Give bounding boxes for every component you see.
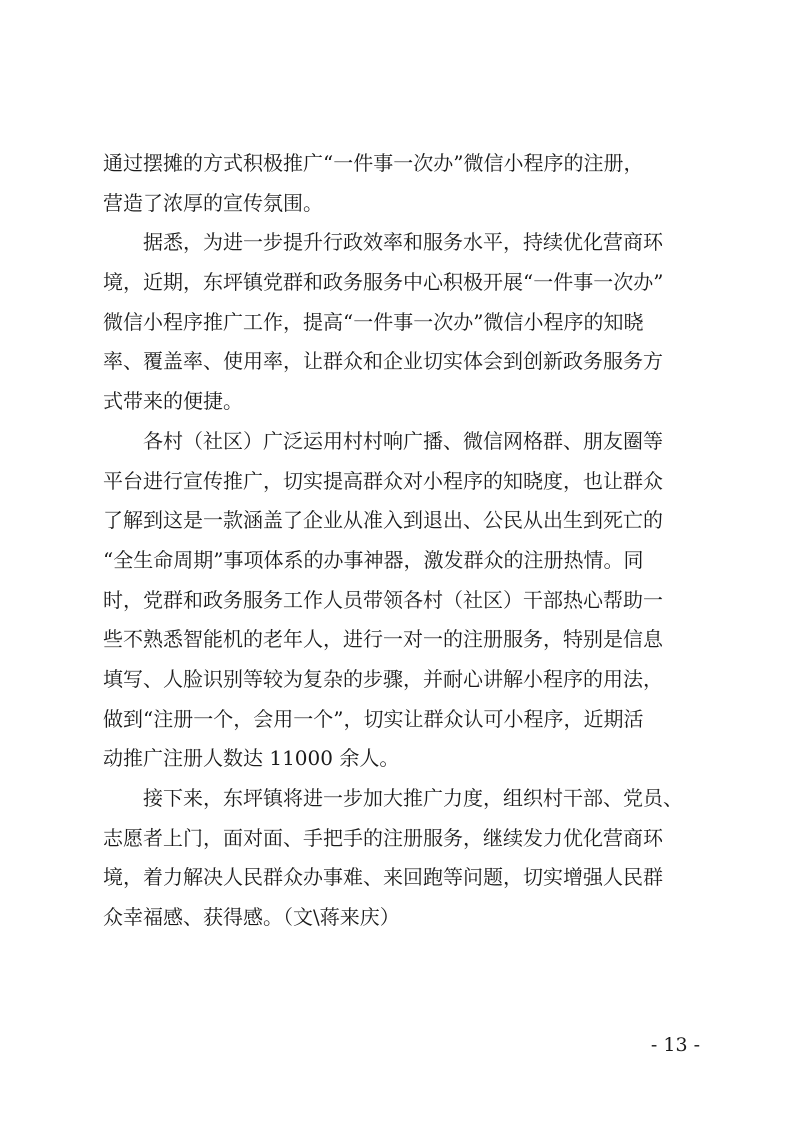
- text-line: 平台进行宣传推广，切实提高群众对小程序的知晓度，也让群众: [103, 468, 663, 493]
- text-line: 各村（社区）广泛运用村村响广播、微信网格群、朋友圈等: [103, 428, 663, 453]
- text-line: 做到“注册一个，会用一个”，切实让群众认可小程序，近期活: [103, 706, 644, 731]
- text-line: 境，近期，东坪镇党群和政务服务中心积极开展“一件事一次办”: [103, 270, 664, 295]
- text-line: 境，着力解决人民群众办事难、来回跑等问题，切实增强人民群: [103, 865, 663, 890]
- page-number: - 13 -: [650, 1034, 700, 1056]
- paragraph: [103, 422, 698, 779]
- paragraph: [103, 223, 698, 421]
- text-line: 些不熟悉智能机的老年人，进行一对一的注册服务，特别是信息: [103, 627, 663, 652]
- text-line: 营造了浓厚的宣传氛围。: [103, 190, 323, 215]
- text-line: 式带来的便捷。: [103, 389, 243, 414]
- text-line: 通过摆摊的方式积极推广“一件事一次办”微信小程序的注册，: [103, 151, 644, 175]
- text-line: 志愿者上门，面对面、手把手的注册服务，继续发力优化营商环: [103, 825, 663, 850]
- text-line: 众幸福感、获得感。（文\蒋来庆）: [103, 905, 400, 930]
- text-line: 接下来，东坪镇将进一步加大推广力度，组织村干部、党员、: [103, 786, 683, 810]
- text-line: 时，党群和政务服务工作人员带领各村（社区）干部热心帮助一: [103, 587, 663, 612]
- text-line: 微信小程序推广工作，提高“一件事一次办”微信小程序的知晓: [103, 309, 644, 334]
- text-line: 率、覆盖率、使用率，让群众和企业切实体会到创新政务服务方: [103, 349, 663, 374]
- paragraph: [103, 779, 698, 938]
- text-line: “全生命周期”事项体系的办事神器，激发群众的注册热情。同: [103, 547, 644, 572]
- text-line: 了解到这是一款涵盖了企业从准入到退出、公民从出生到死亡的: [103, 508, 663, 533]
- text-line: 动推广注册人数达 11000 余人。: [103, 746, 400, 771]
- text-line: 据悉，为进一步提升行政效率和服务水平，持续优化营商环: [103, 230, 663, 255]
- paragraph: [103, 144, 698, 223]
- text-line: 填写、人脸识别等较为复杂的步骤，并耐心讲解小程序的用法，: [103, 666, 663, 691]
- body-text: [103, 144, 698, 938]
